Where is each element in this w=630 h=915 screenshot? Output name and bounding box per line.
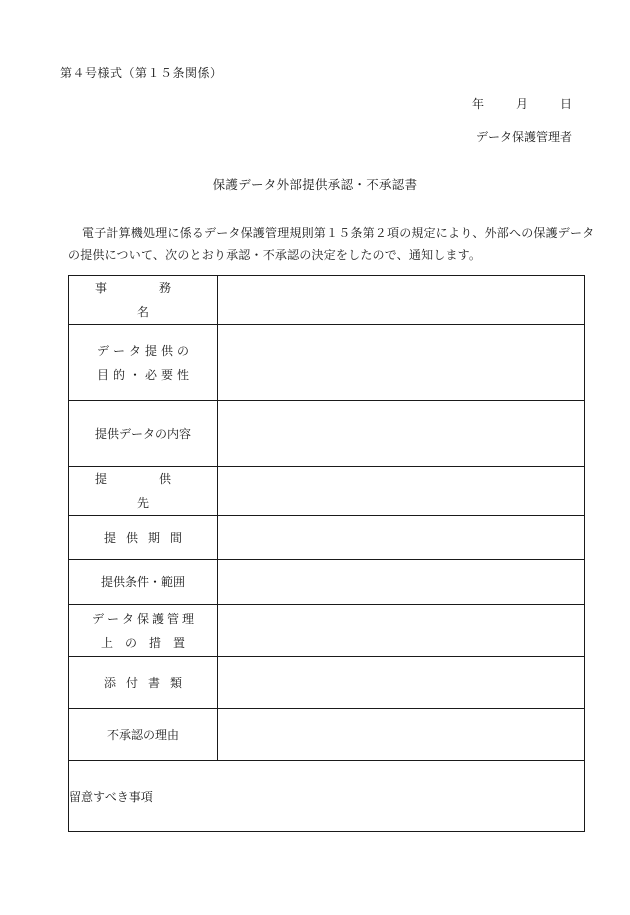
row-label-recipient [69, 467, 224, 516]
date-year-label: 年 [471, 97, 484, 111]
row-label-conditions [69, 560, 218, 605]
table-row [69, 325, 585, 401]
manager-label: データ保護管理者 [475, 130, 572, 144]
label-text: 提供条件・範囲 [100, 575, 185, 589]
document-title: 保護データ外部提供承認・不承認書 [212, 177, 418, 192]
row-label-rejection-reason [69, 709, 218, 761]
form-number: 第４号様式（第１５条関係） [60, 66, 223, 80]
label-text: データ提供の [96, 343, 193, 358]
notes-label: 留意すべき事項 [69, 789, 153, 804]
date-line [472, 95, 572, 112]
row-label-purpose [69, 325, 218, 401]
table-row [69, 761, 585, 832]
table-row [69, 516, 585, 560]
table-row [69, 467, 585, 516]
table-row [69, 605, 585, 657]
value-purpose[interactable] [218, 325, 585, 401]
table-row [69, 560, 585, 605]
row-label-protection-measures [69, 605, 218, 657]
row-label-attachments [69, 657, 218, 709]
value-protection-measures[interactable] [218, 605, 585, 657]
label-text: 目的・必要性 [96, 367, 193, 382]
table-row [69, 657, 585, 709]
label-text: 提 供 先 [94, 472, 224, 510]
date-day-label: 日 [559, 97, 572, 111]
label-text: 不承認の理由 [106, 727, 179, 742]
value-period[interactable] [218, 516, 585, 560]
label-text: 提供期間 [103, 530, 192, 545]
row-label-data-content [69, 401, 218, 467]
body-paragraph: 電子計算機処理に係るデータ保護管理規則第１５条第２項の規定により、外部への保護データの提供について、次のとおり承認・不承認の決定をしたので、通知します。 [68, 226, 595, 262]
value-conditions[interactable] [218, 560, 585, 605]
table-row [69, 401, 585, 467]
value-office-name[interactable] [218, 276, 585, 325]
value-data-content[interactable] [218, 401, 585, 467]
label-text: データ保護管理 [91, 611, 197, 626]
label-text: 提供データの内容 [94, 426, 191, 441]
row-label-period [69, 516, 218, 560]
date-month-label: 月 [515, 97, 528, 111]
label-text: 上 の 措 置 [100, 635, 185, 650]
value-rejection-reason[interactable] [218, 709, 585, 761]
label-text: 事 務 名 [94, 281, 224, 319]
label-text: 添付書類 [103, 675, 192, 690]
table-row [69, 709, 585, 761]
form-table [68, 275, 585, 832]
row-label-office-name [69, 276, 224, 325]
value-attachments[interactable] [218, 657, 585, 709]
notes-cell[interactable] [69, 761, 585, 832]
table-row [69, 276, 585, 325]
value-recipient[interactable] [218, 467, 585, 516]
